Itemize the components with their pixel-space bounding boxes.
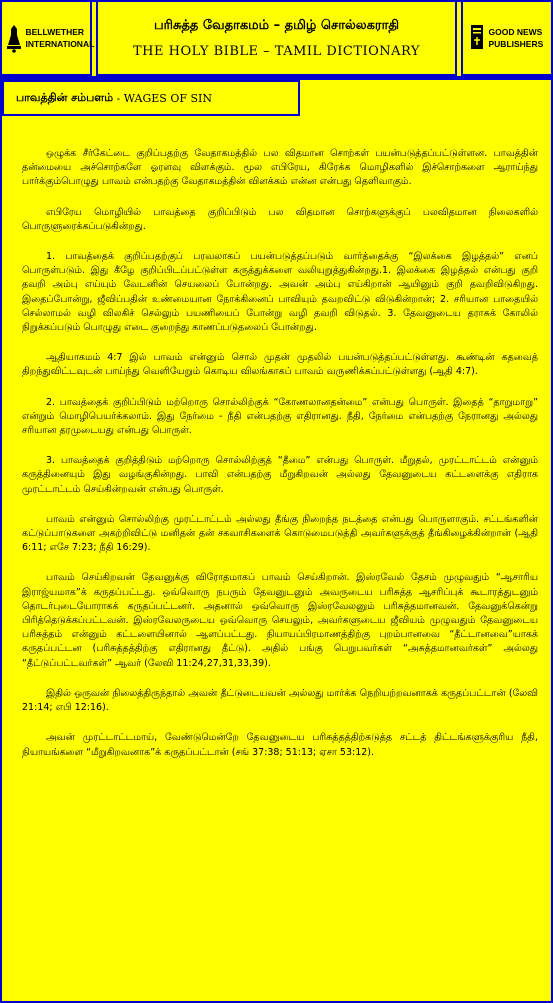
paragraph-holiness: பாவம் செய்கிறவன் தேவனுக்கு விரோதமாகப் பாவம் செய்கிறான். இஸ்ரவேல் தேசம் முழுவதும் “ஆசாரிய இராஜ்யமாக”க் கருதப்பட்டது. ஒவ்வொரு நபரும் தேவனுடனும் அவருடைய பரிசுத்த ஆசரிப்புக் கூடாரத்துடனும் தொடர்புடையோராகக் கருதப்பட்டனர். அதனால் ஒவ்வொரு இஸ்ரவேலனும் பரிசுத்தமானவன். தேவனுக்கென்று பிரித்தெடுக்கப்பட்டவன். இஸ்ரவேலருடைய ஒவ்வொரு செயலும், அவர்களுடைய ஜீவியம் முழுவதும் தேவனுடைய பரிசுத்தம் என்னும் கட்டளையினால் ஆளப்பட்டது. நியாயப்பிரமாணத்திற்கு புறம்பானவை “தீட்டானவை”யாகக் கருதப்பட்டன (பரிசுத்தத்திற்கு எதிரானது தீட்டு). அதில் பங்கு பெறுபவர்கள் “அசுத்தமானவர்கள்” அல்லது “தீட்டுப்பட்டவர்கள்” ஆவர் (லேவி 11:24,27,31,33,39). xyxy=(22,572,538,669)
article-body xyxy=(22,147,538,776)
paragraph-crookedness: 2. பாவத்தைக் குறிப்பிடும் மற்றொரு சொல்லிற்குக் “கோணலானதன்மை” என்பது பொருள். இதைத் “தாறுமாறு” என்றும் மொழிபெயர்க்கலாம். இது நேர்மை - நீதி என்பதற்கு எதிரானது. நீதி, நேர்மை என்பதற்கு நேரானது அல்லது சரியான தரமுடையது என்பது பொருள். xyxy=(22,396,538,437)
bellwether-logo xyxy=(0,0,95,76)
bellwether-logo-text: BELLWETHER INTERNATIONAL xyxy=(25,27,95,49)
paragraph-defiled: இதில் ஒருவன் நிலைத்திருந்தால் அவன் தீட்டுடையவன் அல்லது மார்க்க நெறியற்றவனாகக் கருதப்பட்டான் (லேவி 21:14; எபி 12:16). xyxy=(22,687,538,714)
section-title xyxy=(2,80,300,116)
paragraph-rebellion: பாவம் என்னும் சொல்லிற்கு முரட்டாட்டம் அல்லது தீங்கு நிறைந்த நடத்தை என்பது பொருளாகும். சட்டங்களின் கட்டுப்பாடுகளை அகற்றிவிட்டு மனிதன் தன் சகவாசிகளைக் கொடுமைபடுத்தி அவர்களுக்குத் தீங்கிழைக்கின்றான் (ஆதி 6:11; எசே 7:23; நீதி 16:29). xyxy=(22,513,538,554)
paragraph-transgressor: அவன் முரட்டாட்டமாய், வேண்டுமென்றே தேவனுடைய பரிசுத்தத்திற்கடுத்த சட்டத் திட்டங்களுக்குரிய நீதி, நியாயங்களை “மீறுகிறவனாக”க் கருதப்பட்டான் (சங் 37:38; 51:13; ஏசா 53:12). xyxy=(22,732,538,758)
paragraph-genesis-4-7: ஆதியாகமம் 4:7 இல் பாவம் என்னும் சொல் முதன் முதலில் பயன்படுத்தப்பட்டுள்ளது. கூண்டின் கதவைத் திறந்துவிட்டவுடன் பாய்ந்து வெளியேறும் கொடிய விலங்காகப் பாவம் வருணிக்கப்பட்டுள்ளது (ஆதி 4:7). xyxy=(22,352,538,378)
good-news-logo xyxy=(461,0,553,76)
section-title-separator: - xyxy=(113,91,124,105)
paragraph-intro: ஒழுக்க சீர்கேட்டை குறிப்பதற்கு வேதாகமத்தில் பல விதமான சொற்கள் பயன்படுத்தப்பட்டுள்ளன. பாவத்தின் தன்மையை அச்சொற்களே ஓரளவு விளக்கும். மூல எபிரேய, கிரேக்க மொழிகளில் இச்சொற்களை ஆராய்ந்து பார்க்கும்பொழுது பாவம் என்பதற்கு வேதாகமத்தின் விளக்கம் என்ன என்பது தெளிவாகும். xyxy=(22,148,538,188)
section-title-tamil: பாவத்தின் சம்பளம் xyxy=(16,90,114,104)
paragraph-evil: 3. பாவத்தைக் குறித்திடும் மற்றொரு சொல்லிற்குத் “தீமை” என்பது பொருள். மீறுதல், முரட்டாட்டம் என்னும் கருத்தினையும் இது வழங்குகின்றது. பாவி என்பதற்கு மீறுகிறவன் அல்லது தேவனுடைய கட்டளைக்கு எதிராக முரட்டாட்டம் செய்கின்றவன் என்பது பொருள். xyxy=(22,455,538,495)
header xyxy=(0,0,553,80)
title-english: THE HOLY BIBLE – TAMIL DICTIONARY xyxy=(132,43,421,59)
bell-icon xyxy=(5,23,23,53)
paragraph-missing-the-mark: 1. பாவத்தைக் குறிப்பதற்குப் பரவலாகப் பயன்படுத்தப்படும் வார்த்தைக்கு “இலக்கை இழத்தல்” எனப் பொருள்படும். இது கீழே குறிப்பிடப்பட்டுள்ள கருத்துக்களை வலியுறுத்துகின்றது.1. இலக்கை இழத்தல் என்பது குறி தவறி அம்பு எய்யும் வேடனின் செயலைப் போன்றது. அவன் அம்பு எய்கிறான் ஆயினும் குறி தவறிவிடுகிறது. இதைப்போன்று, ஜீவிப்பதின் உண்மையான நோக்கினைப் பாவியும் தவறவிட்டு விடுகின்றான்; 2. சரியான பாதையில் செல்லாமல் வழி விலகிச் செல்லும் பயணியைப் போன்று வழி தவறி விடுதல். 3. தேவனுடைய தராசுக் கோலில் நிறுக்கப்படும் பொழுது எடை குறைந்து காணப்படுதலைப் போன்றது. xyxy=(22,251,538,334)
good-news-logo-text: GOOD NEWS PUBLISHERS xyxy=(488,27,544,49)
paragraph-hebrew-words: எபிரேய மொழியில் பாவத்தை குறிப்பிடும் பல விதமான சொற்களுக்குப் பலவிதமான நிலைகளில் பொருளுரைக்கப்படுகின்றது. xyxy=(22,206,538,232)
section-title-english: WAGES OF SIN xyxy=(123,91,212,105)
title-tamil: பரிசுத்த வேதாகமம் – தமிழ் சொல்லகராதி xyxy=(153,17,400,33)
book-icon xyxy=(468,23,486,53)
title-box xyxy=(96,0,457,76)
